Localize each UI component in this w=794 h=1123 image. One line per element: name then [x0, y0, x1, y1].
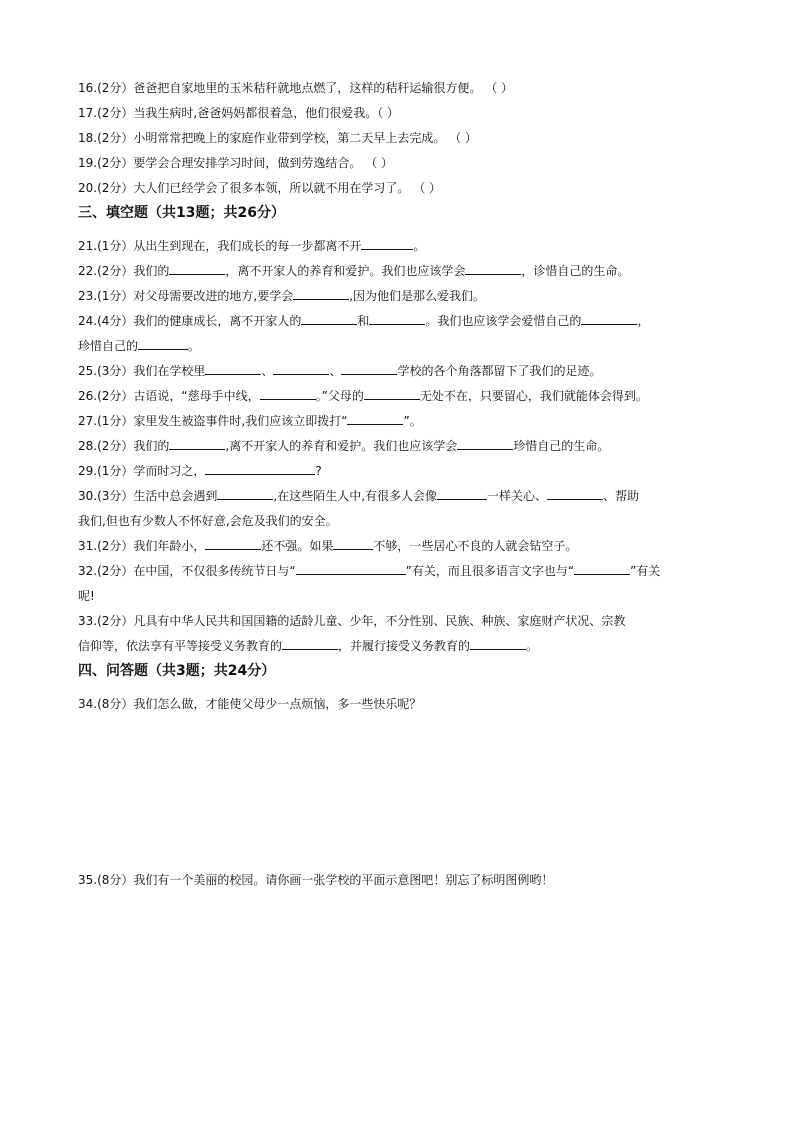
question-30-line-2: 我们,但也有少数人不怀好意,会危及我们的安全。 — [78, 514, 338, 528]
q28-blank-2[interactable] — [457, 438, 513, 450]
q32-text-b: ”有关，而且很多语言文字也与“ — [405, 564, 575, 578]
q24-text-c: 。我们也应该学会爱惜自己的 — [425, 314, 582, 328]
q26-text-b: 。”父母的 — [315, 389, 364, 403]
q25-text-b: 、 — [261, 364, 274, 378]
q32-blank-1[interactable] — [296, 563, 406, 575]
q31-text-b: 还不强。如果 — [261, 539, 334, 553]
q22-text-c: ，诊惜自己的生命。 — [521, 264, 630, 278]
question-22 — [78, 263, 728, 279]
question-32-line-1 — [78, 563, 728, 579]
q22-text-b: ，离不开家人的养育和爱护。我们也应该学会 — [225, 264, 466, 278]
q25-blank-2[interactable] — [273, 363, 329, 375]
q28-text-c: 珍惜自己的生命。 — [513, 439, 610, 453]
question-23 — [78, 288, 728, 304]
question-32-line-2: 呢! — [78, 589, 95, 603]
q31-text-a: 31.(2分）我们年龄小， — [78, 539, 206, 553]
q24-text-b: 和 — [357, 314, 370, 328]
section-title-fill: 三、填空题（共13题；共26分） — [78, 205, 285, 221]
section-title-qa: 四、问答题（共3题；共24分） — [78, 663, 276, 679]
q26-text-a: 26.(2分）古语说，“慈母手中线， — [78, 389, 260, 403]
q24-blank-1[interactable] — [301, 313, 357, 325]
question-27 — [78, 413, 728, 429]
q22-blank-2[interactable] — [465, 263, 521, 275]
q31-blank-2[interactable] — [333, 538, 373, 550]
q32-text-a: 32.(2分）在中国，不仅很多传统节日与“ — [78, 564, 296, 578]
q32-text-c: ”有关 — [630, 564, 661, 578]
question-19: 19.(2分）要学会合理安排学习时间，做到劳逸结合。 （ ） — [78, 156, 394, 170]
q21-text-b: 。 — [413, 239, 426, 253]
q25-text-d: 学校的各个角落都留下了我们的足迹。 — [397, 364, 602, 378]
q21-text-a: 21.(1分）从出生到现在，我们成长的每一步都离不开 — [78, 239, 362, 253]
q26-blank-2[interactable] — [364, 388, 420, 400]
q30-blank-3[interactable] — [547, 488, 603, 500]
q30-text-c: 一样关心、 — [487, 489, 548, 503]
answer-area-35[interactable] — [78, 892, 718, 1092]
q25-text-a: 25.(3分）我们在学校里 — [78, 364, 206, 378]
q24-text-e: 珍惜自己的 — [78, 339, 139, 353]
q26-text-c: 无处不在，只要留心，我们就能体会得到。 — [419, 389, 648, 403]
question-33-line-2 — [78, 638, 728, 654]
q28-text-b: ,离不开家人的养育和爱护。我们也应该学会 — [225, 439, 458, 453]
question-21 — [78, 238, 728, 254]
q30-text-d: 、帮助 — [603, 489, 640, 503]
q30-text-a: 30.(3分）生活中总会遇到 — [78, 489, 218, 503]
question-33-line-1: 33.(2分）凡具有中华人民共和国国籍的适龄儿童、少年，不分性别、民族、种族、家庭财产状况、宗教 — [78, 614, 626, 628]
q22-text-a: 22.(2分）我们的 — [78, 264, 170, 278]
question-35: 35.(8分）我们有一个美丽的校园。请你画一张学校的平面示意图吧！别忘了标明图例哟！ — [78, 873, 554, 887]
q33-blank-1[interactable] — [282, 638, 338, 650]
q30-blank-2[interactable] — [437, 488, 487, 500]
q33-text-c: ，并履行接受义务教育的 — [338, 639, 471, 653]
q24-blank-2[interactable] — [369, 313, 425, 325]
question-24-line-2 — [78, 338, 728, 354]
q28-text-a: 28.(2分）我们的 — [78, 439, 170, 453]
q22-blank-1[interactable] — [169, 263, 225, 275]
q33-blank-2[interactable] — [470, 638, 526, 650]
q30-text-b: ,在这些陌生人中,有很多人会像 — [273, 489, 438, 503]
q24-text-d: ， — [637, 314, 650, 328]
question-30-line-1 — [78, 488, 728, 504]
q29-text-b: ? — [315, 464, 322, 478]
question-29 — [78, 463, 728, 479]
q33-text-b: 信仰等，依法享有平等接受义务教育的 — [78, 639, 283, 653]
q25-text-c: 、 — [329, 364, 342, 378]
answer-area-34[interactable] — [78, 716, 718, 866]
question-26 — [78, 388, 728, 404]
question-28 — [78, 438, 728, 454]
q27-text-a: 27.(1分）家里发生被盗事件时,我们应该立即拨打“ — [78, 414, 348, 428]
q28-blank-1[interactable] — [169, 438, 225, 450]
q27-text-b: ”。 — [403, 414, 422, 428]
q27-blank-1[interactable] — [347, 413, 403, 425]
q23-blank-1[interactable] — [293, 288, 349, 300]
question-24-line-1 — [78, 313, 728, 329]
q21-blank-1[interactable] — [361, 238, 413, 250]
q24-text-f: 。 — [188, 339, 201, 353]
question-34: 34.(8分）我们怎么做，才能使父母少一点烦恼，多一些快乐呢？ — [78, 697, 422, 711]
q24-text-a: 24.(4分）我们的健康成长，离不开家人的 — [78, 314, 302, 328]
q29-blank-1[interactable] — [205, 463, 315, 475]
q29-text-a: 29.(1分）学而时习之， — [78, 464, 206, 478]
q24-blank-3[interactable] — [581, 313, 637, 325]
q23-text-a: 23.(1分）对父母需要改进的地方,要学会 — [78, 289, 294, 303]
q25-blank-3[interactable] — [341, 363, 397, 375]
question-31 — [78, 538, 728, 554]
q30-blank-1[interactable] — [217, 488, 273, 500]
q32-blank-2[interactable] — [574, 563, 630, 575]
question-17: 17.(2分）当我生病时,爸爸妈妈都很着急，他们很爱我。（ ） — [78, 106, 400, 120]
q31-text-c: 不够，一些居心不良的人就会钻空子。 — [373, 539, 578, 553]
q31-blank-1[interactable] — [205, 538, 261, 550]
q25-blank-1[interactable] — [205, 363, 261, 375]
q33-text-d: 。 — [526, 639, 539, 653]
question-16: 16.(2分）爸爸把自家地里的玉米秸秆就地点燃了，这样的秸秆运输很方便。 （ ） — [78, 81, 514, 95]
question-18: 18.(2分）小明常常把晚上的家庭作业带到学校，第二天早上去完成。 （ ） — [78, 131, 478, 145]
q26-blank-1[interactable] — [260, 388, 316, 400]
question-25 — [78, 363, 728, 379]
question-20: 20.(2分）大人们已经学会了很多本领，所以就不用在学习了。 （ ） — [78, 181, 442, 195]
q23-text-b: ,因为他们是那么爱我们。 — [349, 289, 486, 303]
q24-blank-4[interactable] — [138, 338, 188, 350]
